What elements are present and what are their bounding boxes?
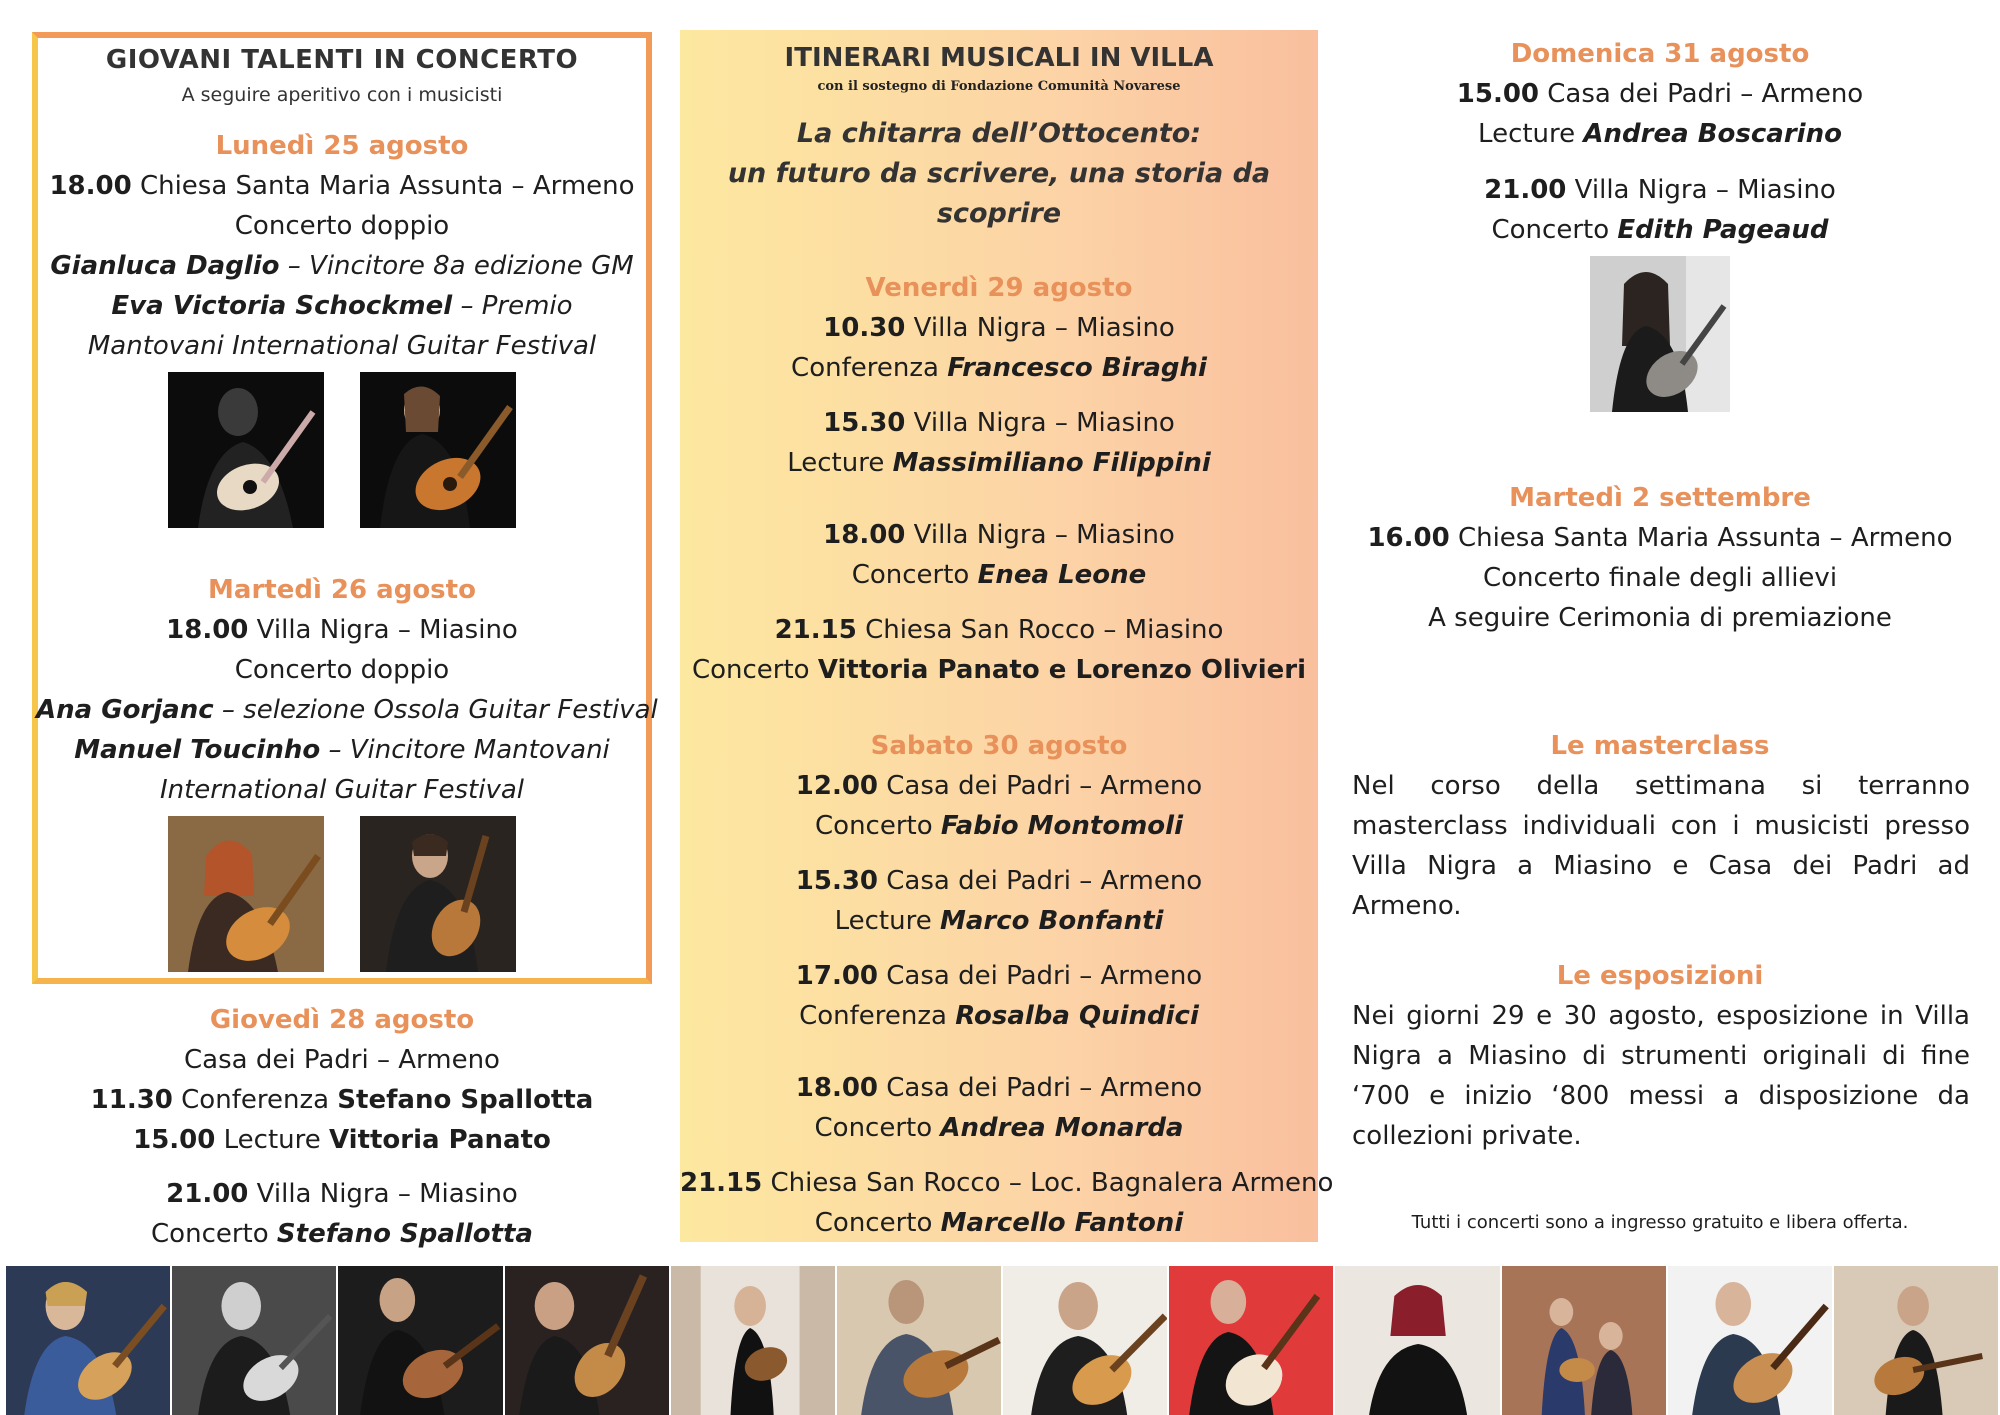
performer-line	[36, 286, 648, 326]
performer-name: Gianluca Daglio	[50, 251, 280, 281]
performer-name: Eva Victoria Schockmel	[111, 291, 453, 321]
performer-desc: International Guitar Festival	[159, 775, 525, 805]
event-place: Casa dei Padri – Armeno	[886, 961, 1203, 991]
event-type: Concerto doppio	[234, 211, 450, 241]
performer-name: Fabio Montomoli	[940, 811, 1183, 841]
event-label: Lecture	[223, 1125, 321, 1155]
performer-name: Enea Leone	[977, 560, 1147, 590]
event-line	[680, 806, 1318, 846]
event-label: Lecture	[834, 906, 932, 936]
talents-subheading: A seguire aperitivo con i musicisti	[181, 84, 503, 106]
event-line	[36, 1120, 648, 1160]
event-line	[680, 996, 1318, 1036]
admission-note: Tutti i concerti sono a ingresso gratuito e libera offerta.	[1411, 1212, 1909, 1233]
event-line	[1340, 210, 1980, 250]
event-line	[680, 1163, 1334, 1203]
exhibitions-title: Le esposizioni	[1556, 961, 1764, 991]
performer-photo	[360, 816, 516, 972]
event-line	[1340, 518, 1980, 558]
performer-line	[36, 730, 648, 770]
event-place: Villa Nigra – Miasino	[913, 520, 1175, 550]
event-time: 15.00	[133, 1125, 216, 1155]
performer-name: Manuel Toucinho	[74, 735, 321, 765]
day-date: Martedì 2 settembre	[1509, 483, 1811, 513]
sponsor-note: con il sostegno di Fondazione Comunità Novarese	[817, 79, 1181, 94]
event-line	[1340, 170, 1980, 210]
performer-photo	[505, 1266, 671, 1415]
event-label: Concerto	[151, 1219, 269, 1249]
event-time: 16.00	[1367, 523, 1450, 553]
performer-line	[36, 246, 648, 286]
photo-row	[36, 816, 648, 972]
event-place: Villa Nigra – Miasino	[256, 615, 518, 645]
event-line	[36, 166, 648, 206]
performer-name: Stefano Spallotta	[276, 1219, 533, 1249]
event-type: Concerto doppio	[234, 655, 450, 685]
event-time: 15.00	[1456, 79, 1540, 109]
performer-photo	[1003, 1266, 1169, 1415]
performer-photo	[1590, 256, 1730, 412]
event-line	[680, 650, 1318, 690]
performer-photo	[168, 816, 324, 972]
event-line	[680, 1068, 1318, 1108]
event-place: Villa Nigra – Miasino	[913, 313, 1175, 343]
event-line	[680, 515, 1318, 555]
event-line	[36, 610, 648, 650]
performer-photo	[1834, 1266, 2000, 1415]
event-line	[36, 1214, 648, 1254]
performer-name: Stefano Spallotta	[337, 1085, 594, 1115]
event-line	[36, 1174, 648, 1214]
event-label: Concerto	[814, 1208, 933, 1238]
masterclass-title: Le masterclass	[1550, 731, 1770, 761]
event-place: Casa dei Padri – Armeno	[886, 1073, 1203, 1103]
event-label: Conferenza	[799, 1001, 947, 1031]
festival-title-line2: un futuro da scrivere, una storia da scoprire	[727, 158, 1271, 229]
event-place: Casa dei Padri – Armeno	[886, 771, 1203, 801]
event-line	[680, 956, 1318, 996]
event-place: Casa dei Padri – Armeno	[184, 1045, 500, 1075]
event-time: 21.15	[774, 615, 857, 645]
event-time: 21.15	[680, 1168, 763, 1198]
event-line	[36, 1080, 648, 1120]
event-place: Villa Nigra – Miasino	[1574, 175, 1836, 205]
performer-name: Edith Pageaud	[1617, 215, 1829, 245]
event-label: Conferenza	[791, 353, 939, 383]
performer-line	[36, 690, 658, 730]
event-line	[680, 555, 1318, 595]
performer-name: Francesco Biraghi	[947, 353, 1207, 383]
talents-section	[36, 40, 658, 980]
thursday-section	[36, 1000, 648, 1254]
festival-heading: ITINERARI MUSICALI IN VILLA	[784, 43, 1214, 73]
day-date: Venerdì 29 agosto	[865, 273, 1133, 303]
performer-photo	[172, 1266, 338, 1415]
event-line	[680, 1203, 1318, 1243]
event-time: 18.00	[823, 520, 906, 550]
event-place: Villa Nigra – Miasino	[256, 1179, 518, 1209]
event-place: Casa dei Padri – Armeno	[1547, 79, 1864, 109]
performer-name: Marco Bonfanti	[939, 906, 1164, 936]
talents-heading: GIOVANI TALENTI IN CONCERTO	[105, 45, 579, 75]
event-time: 17.00	[795, 961, 879, 991]
event-place: Chiesa Santa Maria Assunta – Armeno	[1457, 523, 1953, 553]
event-time: 12.00	[795, 771, 879, 801]
performer-name: Andrea Monarda	[940, 1113, 1184, 1143]
event-place: Chiesa San Rocco – Miasino	[865, 615, 1224, 645]
event-detail: A seguire Cerimonia di premiazione	[1428, 603, 1892, 633]
performers-photo-strip	[6, 1266, 2000, 1415]
day-date: Martedì 26 agosto	[208, 575, 476, 605]
event-line	[680, 1108, 1318, 1148]
event-label: Concerto	[1491, 215, 1610, 245]
event-label: Concerto	[851, 560, 970, 590]
event-place: Casa dei Padri – Armeno	[886, 866, 1203, 896]
festival-section	[680, 38, 1334, 1243]
day-date: Lunedì 25 agosto	[215, 131, 469, 161]
performer-name: Rosalba Quindici	[955, 1001, 1199, 1031]
performer-photo	[168, 372, 324, 528]
performer-name: Ana Gorjanc	[36, 695, 214, 725]
event-line	[1340, 74, 1980, 114]
event-line	[680, 403, 1318, 443]
day-date: Domenica 31 agosto	[1510, 39, 1810, 69]
event-time: 11.30	[90, 1085, 173, 1115]
performer-name: Massimiliano Filippini	[892, 448, 1211, 478]
performer-photo	[360, 372, 516, 528]
event-place: Chiesa Santa Maria Assunta – Armeno	[139, 171, 635, 201]
performer-photo	[6, 1266, 172, 1415]
performer-desc: – selezione Ossola Guitar Festival	[221, 695, 658, 725]
event-label: Concerto	[691, 655, 810, 685]
event-label: Lecture	[1478, 119, 1576, 149]
performer-photo	[338, 1266, 504, 1415]
performer-name: Vittoria Panato e Lorenzo Olivieri	[817, 655, 1307, 685]
performer-photo	[1668, 1266, 1834, 1415]
performer-name: Vittoria Panato	[329, 1125, 551, 1155]
event-place: Chiesa San Rocco – Loc. Bagnalera Armeno	[770, 1168, 1334, 1198]
event-label: Concerto	[815, 811, 933, 841]
photo-row	[36, 372, 648, 528]
event-label: Conferenza	[181, 1085, 330, 1115]
right-section	[1340, 34, 1980, 1236]
event-label: Lecture	[787, 448, 885, 478]
event-place: Villa Nigra – Miasino	[913, 408, 1175, 438]
performer-desc: – Premio	[460, 291, 573, 321]
event-line	[680, 348, 1318, 388]
performer-desc: – Vincitore 8a edizione GM	[287, 251, 634, 281]
festival-title-line1: La chitarra dell’Ottocento:	[796, 118, 1202, 149]
event-time: 15.30	[823, 408, 906, 438]
event-time: 18.00	[795, 1073, 879, 1103]
event-time: 10.30	[823, 313, 906, 343]
event-label: Concerto	[814, 1113, 933, 1143]
event-time: 21.00	[166, 1179, 249, 1209]
event-line	[680, 861, 1318, 901]
event-time: 18.00	[49, 171, 132, 201]
event-line	[680, 308, 1318, 348]
event-detail: Concerto finale degli allievi	[1482, 563, 1838, 593]
masterclass-text: Nel corso della settimana si terranno masterclass individuali con i musicisti presso Villa Nigra a Miasino e Casa dei Padri ad Armeno.	[1352, 771, 1970, 921]
event-line	[680, 610, 1318, 650]
event-time: 15.30	[795, 866, 879, 896]
performer-desc: – Vincitore Mantovani	[328, 735, 610, 765]
performer-photo	[1335, 1266, 1501, 1415]
performer-photo	[1502, 1266, 1668, 1415]
performer-name: Marcello Fantoni	[940, 1208, 1184, 1238]
event-time: 21.00	[1484, 175, 1567, 205]
exhibitions-text: Nei giorni 29 e 30 agosto, esposizione in Villa Nigra a Miasino di strumenti originali di fine ‘700 e inizio ‘800 messi a disposizione da collezioni private.	[1352, 1001, 1970, 1151]
performer-photo	[1169, 1266, 1335, 1415]
photo-row	[1340, 256, 1980, 412]
day-date: Giovedì 28 agosto	[209, 1005, 475, 1035]
event-time: 18.00	[166, 615, 249, 645]
event-line	[680, 766, 1318, 806]
performer-photo	[837, 1266, 1003, 1415]
day-date: Sabato 30 agosto	[870, 731, 1128, 761]
event-line	[1340, 114, 1980, 154]
event-line	[680, 901, 1318, 941]
performer-desc: Mantovani International Guitar Festival	[87, 331, 597, 361]
event-line	[680, 443, 1318, 483]
performer-name: Andrea Boscarino	[1583, 119, 1842, 149]
performer-photo	[671, 1266, 837, 1415]
